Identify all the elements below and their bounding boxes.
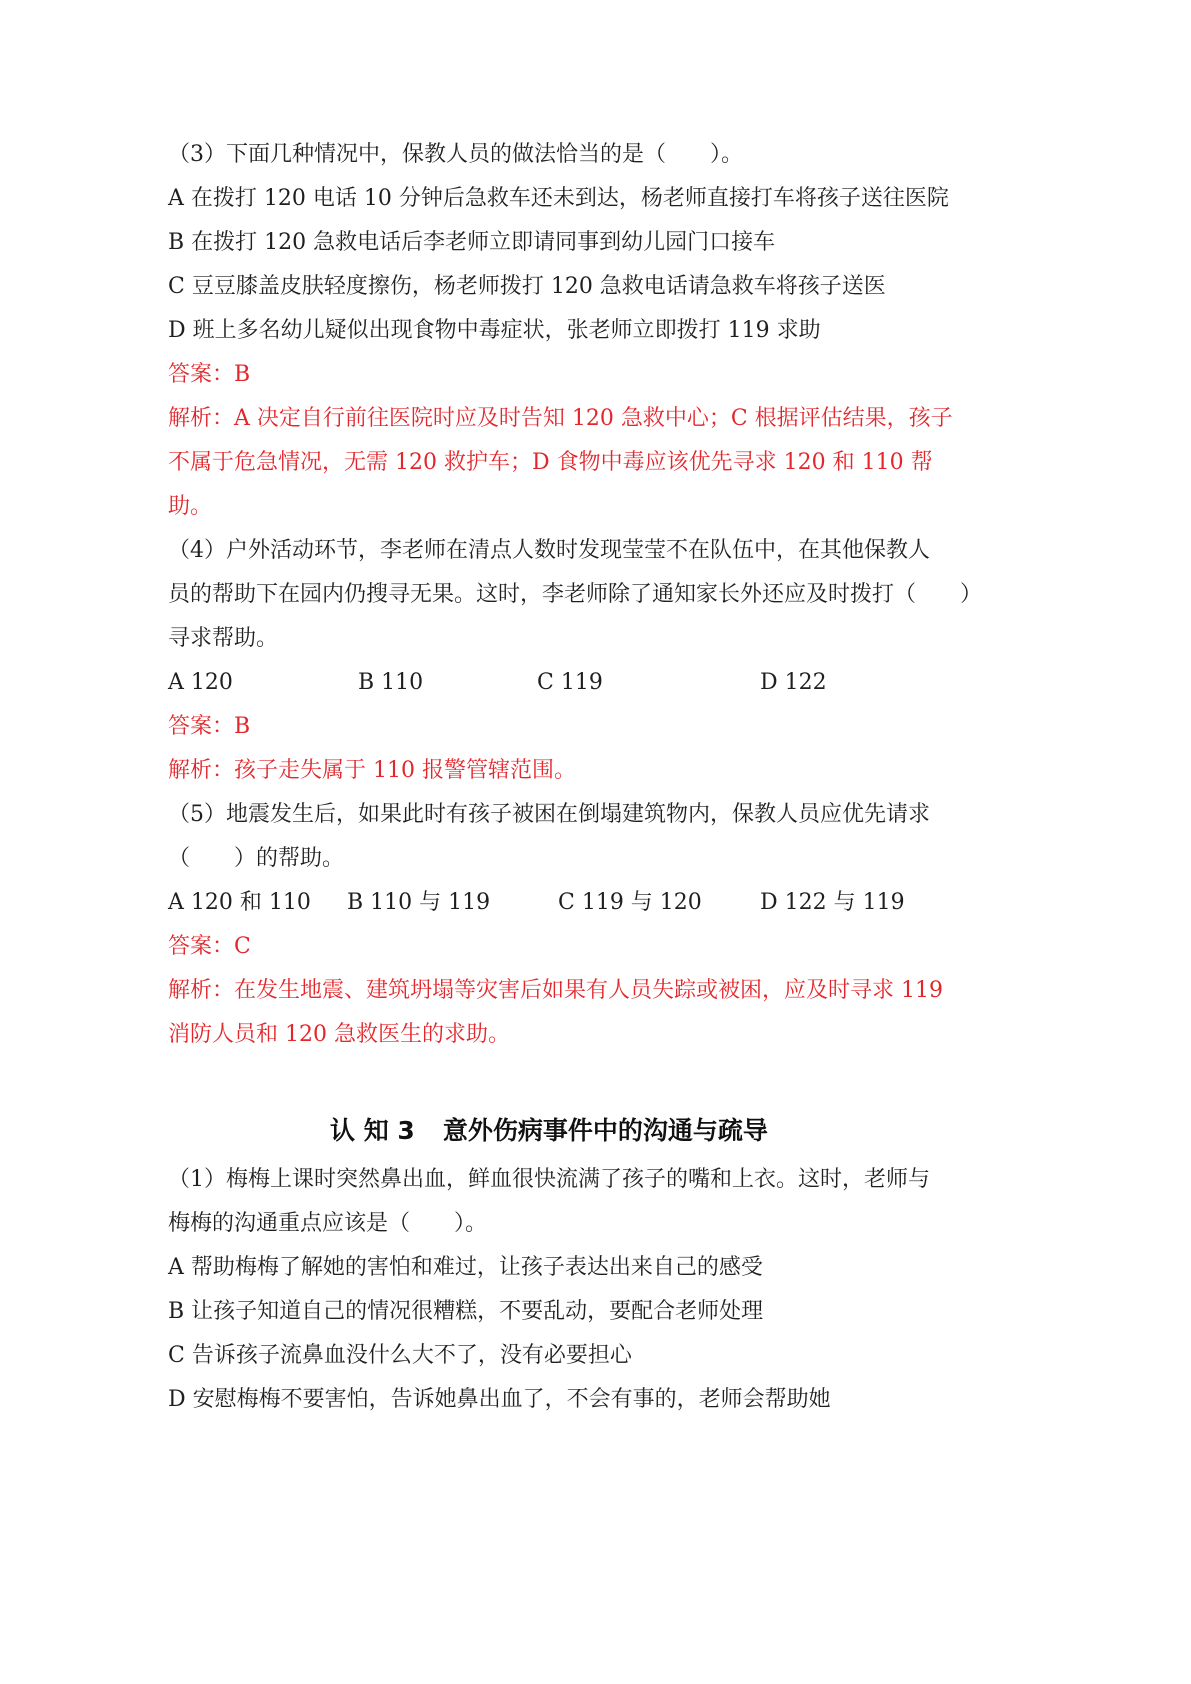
s3q1-stem-line: （1）梅梅上课时突然鼻出血，鲜血很快流满了孩子的嘴和上衣。这时，老师与: [168, 1167, 930, 1192]
q4-stem-line: 寻求帮助。: [168, 626, 279, 651]
q4-stem-line: （4）户外活动环节，李老师在清点人数时发现莹莹不在队伍中，在其他保教人: [168, 538, 930, 563]
q4-answer: 答案：B: [168, 714, 251, 739]
q3-answer: 答案：B: [168, 362, 251, 387]
q4-option-b: B 110: [358, 670, 424, 695]
q4-options-row: [168, 661, 968, 705]
q4-option-c: C 119: [537, 670, 603, 695]
q5-analysis-line: 消防人员和 120 急救医生的求助。: [168, 1022, 510, 1047]
q5-options-row: [168, 881, 968, 925]
s3q1-option-c: C 告诉孩子流鼻血没什么大不了，没有必要担心: [168, 1343, 632, 1368]
q5-option-d: D 122 与 119: [760, 890, 905, 915]
question-block-2: [168, 1158, 968, 1422]
q4-stem-line: 员的帮助下在园内仍搜寻无果。这时，李老师除了通知家长外还应及时拨打（ ）: [168, 582, 983, 607]
q5-option-c: C 119 与 120: [558, 890, 702, 915]
s3q1-option-a: A 帮助梅梅了解她的害怕和难过，让孩子表达出来自己的感受: [168, 1255, 763, 1280]
q5-stem-line: （ ）的帮助。: [168, 846, 345, 871]
q3-analysis-line: 不属于危急情况，无需 120 救护车；D 食物中毒应该优先寻求 120 和 110 帮: [168, 450, 933, 475]
section-heading: [330, 1109, 768, 1153]
question-block-1: [168, 133, 983, 1057]
q5-answer: 答案：C: [168, 934, 251, 959]
q5-option-b: B 110 与 119: [347, 890, 491, 915]
s3q1-stem-line: 梅梅的沟通重点应该是（ ）。: [168, 1211, 488, 1236]
section-title: 意外伤病事件中的沟通与疏导: [442, 1116, 768, 1145]
q5-option-a: A 120 和 110: [168, 890, 311, 915]
q4-analysis-line: 解析：孩子走失属于 110 报警管辖范围。: [168, 758, 576, 783]
s3q1-option-b: B 让孩子知道自己的情况很糟糕，不要乱动，要配合老师处理: [168, 1299, 764, 1324]
q5-analysis-line: 解析：在发生地震、建筑坍塌等灾害后如果有人员失踪或被困，应及时寻求 119: [168, 978, 943, 1003]
q3-option-c: C 豆豆膝盖皮肤轻度擦伤，杨老师拨打 120 急救电话请急救车将孩子送医: [168, 274, 886, 299]
q3-analysis-line: 解析：A 决定自行前往医院时应及时告知 120 急救中心；C 根据评估结果，孩子: [168, 406, 953, 431]
q3-stem: （3）下面几种情况中，保教人员的做法恰当的是（ ）。: [168, 142, 743, 167]
q4-option-a: A 120: [168, 670, 233, 695]
q3-option-d: D 班上多名幼儿疑似出现食物中毒症状，张老师立即拨打 119 求助: [168, 318, 821, 343]
q3-analysis-line: 助。: [168, 494, 213, 519]
q3-option-b: B 在拨打 120 急救电话后李老师立即请同事到幼儿园门口接车: [168, 230, 776, 255]
s3q1-option-d: D 安慰梅梅不要害怕，告诉她鼻出血了，不会有事的，老师会帮助她: [168, 1387, 831, 1412]
q5-stem-line: （5）地震发生后，如果此时有孩子被困在倒塌建筑物内，保教人员应优先请求: [168, 802, 930, 827]
q3-option-a: A 在拨打 120 电话 10 分钟后急救车还未到达，杨老师直接打车将孩子送往医院: [168, 186, 949, 211]
section-label: 认 知 3: [330, 1116, 415, 1145]
q4-option-d: D 122: [760, 670, 827, 695]
